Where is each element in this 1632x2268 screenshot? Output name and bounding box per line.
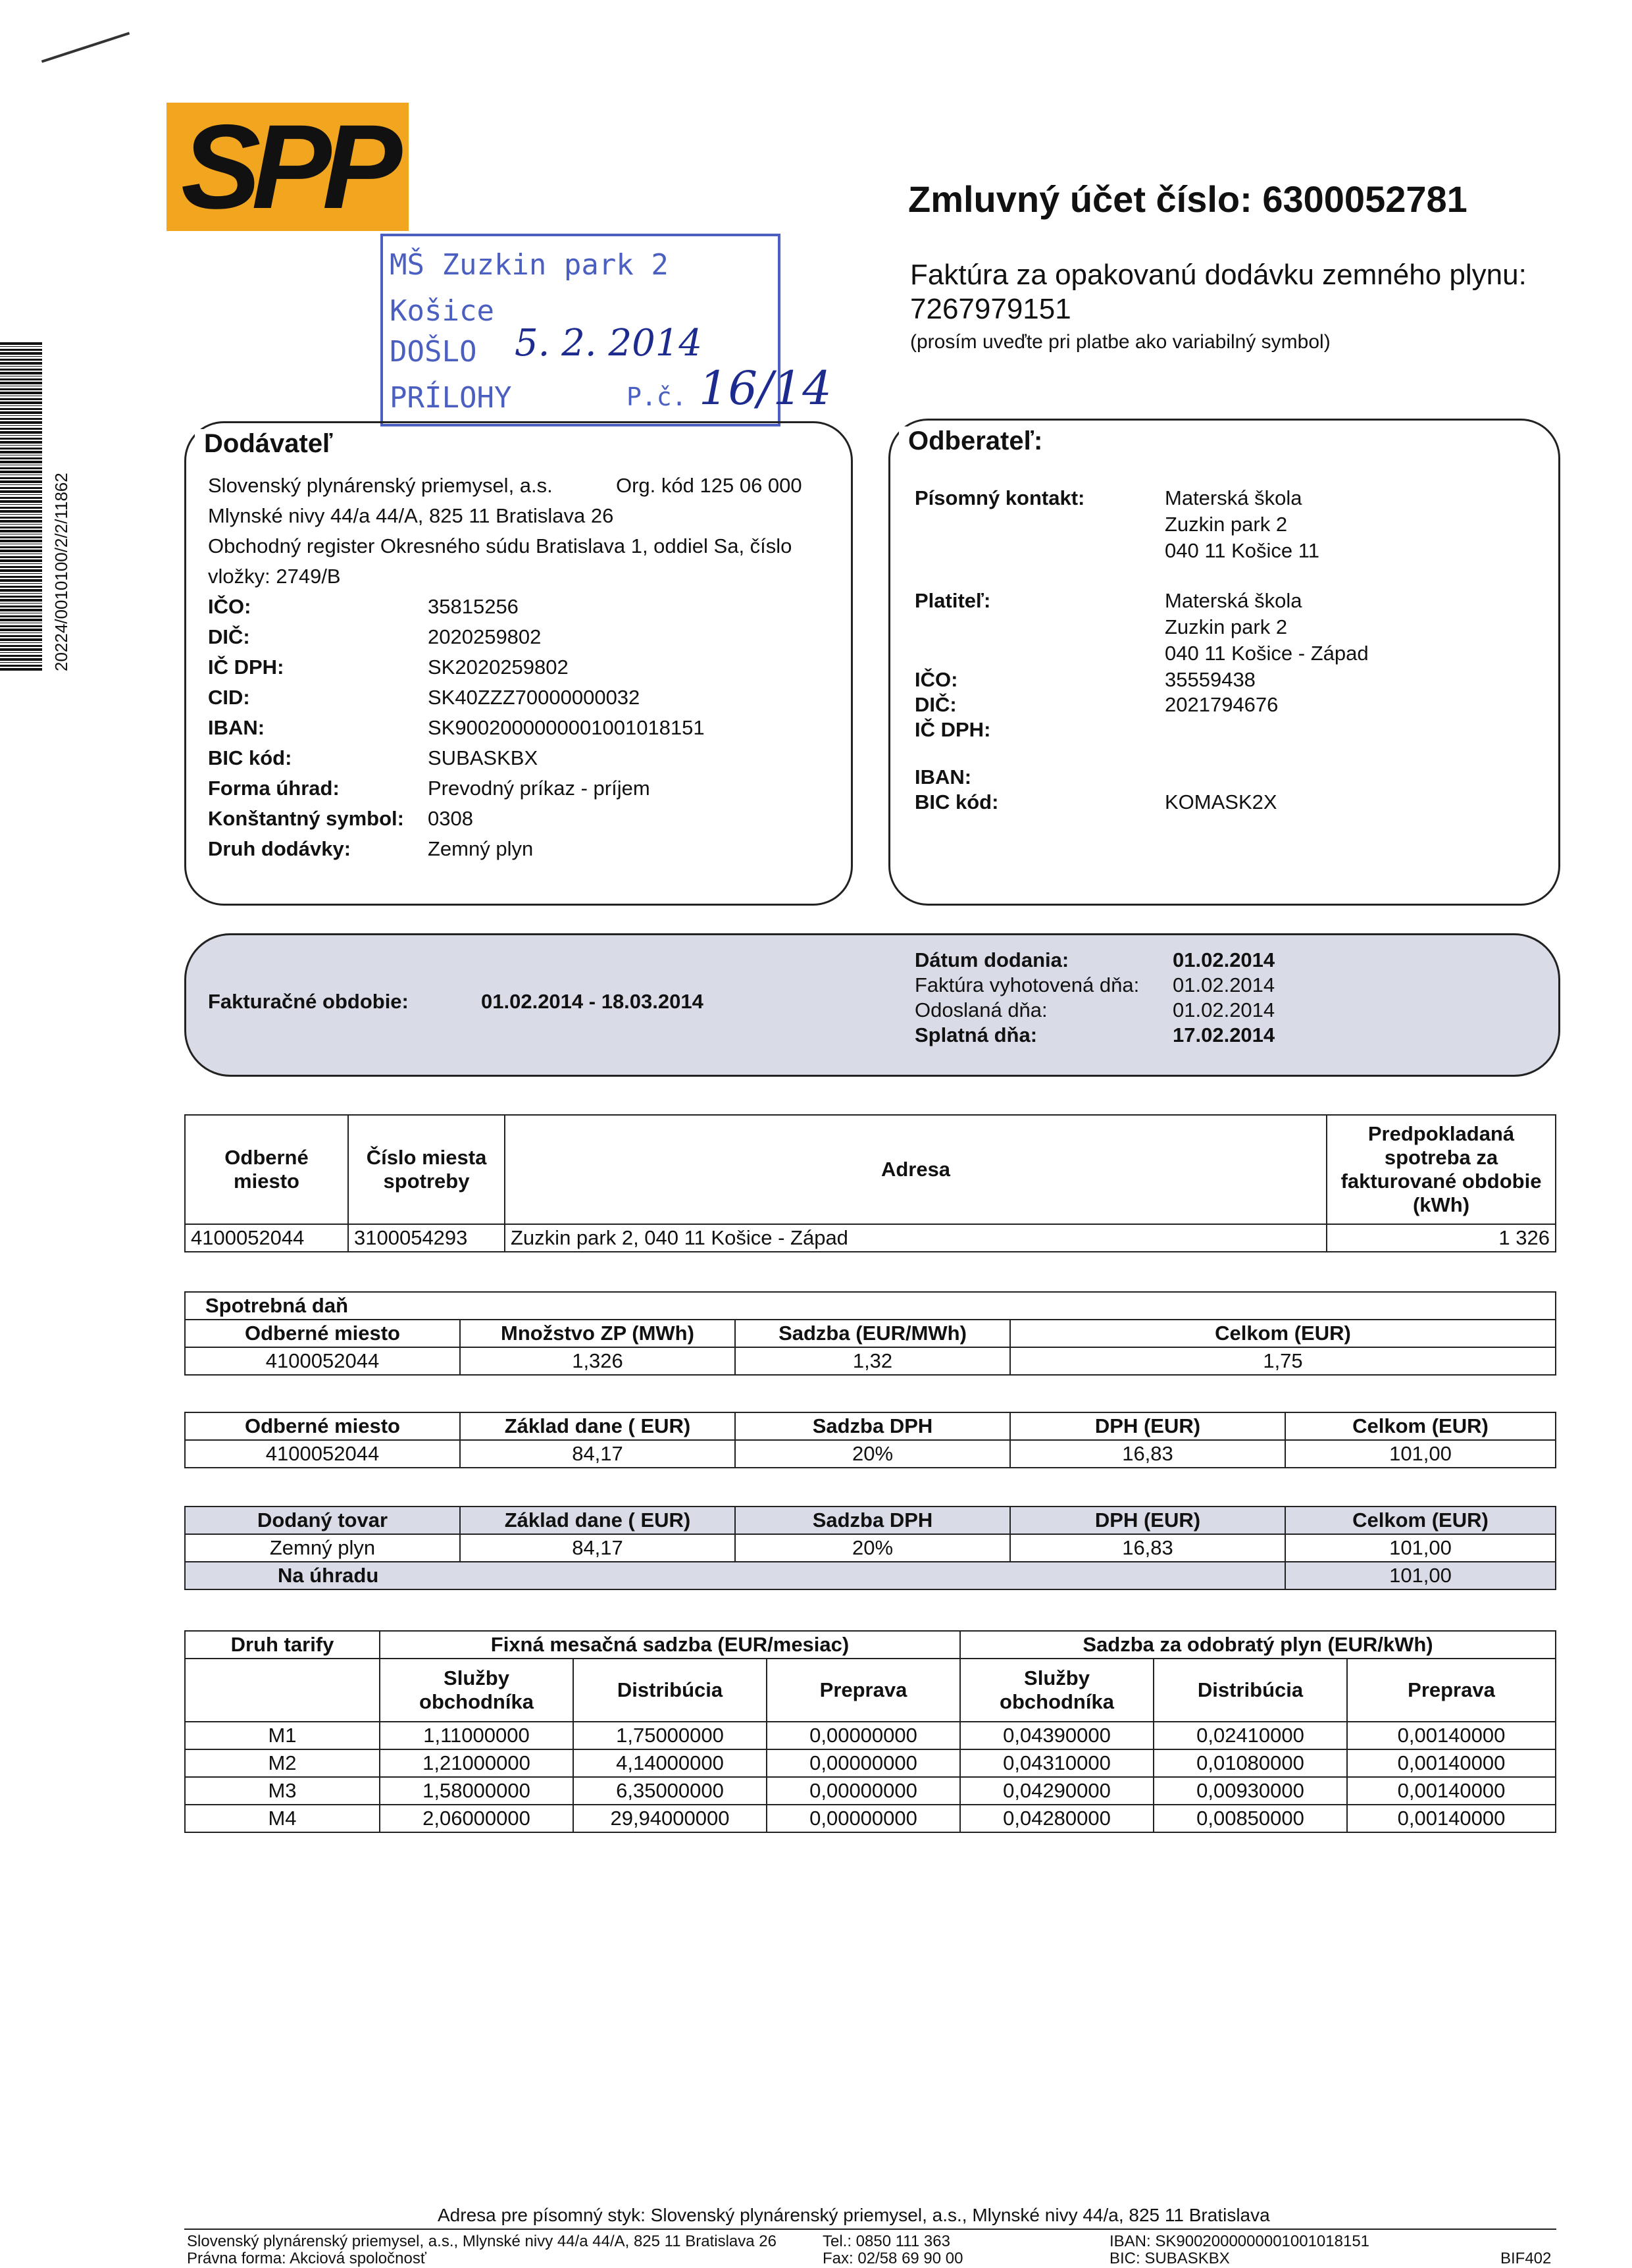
goods-rate: 20% xyxy=(735,1534,1010,1562)
barcode xyxy=(0,342,42,671)
excise-place: 4100052044 xyxy=(185,1347,460,1375)
spp-logo xyxy=(166,99,409,234)
supplier-field-label: IČO: xyxy=(208,595,251,618)
customer-iban-label: IBAN: xyxy=(915,765,972,788)
supplier-field-label: IBAN: xyxy=(208,716,265,739)
contact-line3: 040 11 Košice 11 xyxy=(1165,539,1319,562)
contact-label: Písomný kontakt: xyxy=(915,486,1085,509)
th-vat-total: Celkom (EUR) xyxy=(1285,1412,1556,1440)
footer-tel: Tel.: 0850 111 363 xyxy=(823,2232,950,2250)
th-rate-trader: Služby obchodníka xyxy=(960,1659,1154,1722)
amount-due-value: 101,00 xyxy=(1285,1562,1556,1589)
supplier-content xyxy=(208,471,840,892)
tariff-code: M4 xyxy=(185,1805,380,1832)
th-excise-quantity: Množstvo ZP (MWh) xyxy=(460,1320,735,1347)
customer-title: Odberateľ: xyxy=(899,426,1052,456)
tariff-value: 0,04290000 xyxy=(960,1777,1154,1805)
issued-date: 01.02.2014 xyxy=(1173,973,1275,996)
account-title: Zmluvný účet číslo: 6300052781 xyxy=(908,178,1467,220)
payer-line1: Materská škola xyxy=(1165,589,1302,612)
tariff-value: 0,04310000 xyxy=(960,1749,1154,1777)
tariff-value: 0,00140000 xyxy=(1347,1749,1556,1777)
tariff-value: 0,01080000 xyxy=(1154,1749,1347,1777)
tariff-row xyxy=(185,1805,1556,1832)
tariff-value: 29,94000000 xyxy=(573,1805,767,1832)
vat-place: 4100052044 xyxy=(185,1440,460,1468)
tariff-value: 0,00850000 xyxy=(1154,1805,1347,1832)
vat-rate: 20% xyxy=(735,1440,1010,1468)
supplier-title: Dodávateľ xyxy=(195,429,342,459)
th-place: Odberné miesto xyxy=(185,1115,348,1224)
goods-base: 84,17 xyxy=(460,1534,735,1562)
tariff-code: M2 xyxy=(185,1749,380,1777)
supplier-register: Obchodný register Okresného súdu Bratislava 1, oddiel Sa, číslo xyxy=(208,534,792,557)
th-goods-total: Celkom (EUR) xyxy=(1285,1507,1556,1534)
supplier-name: Slovenský plynárenský priemysel, a.s. xyxy=(208,474,553,497)
period-value: 01.02.2014 - 18.03.2014 xyxy=(481,990,703,1013)
tariff-value: 4,14000000 xyxy=(573,1749,767,1777)
tariff-value: 1,58000000 xyxy=(380,1777,573,1805)
footer-legal: Právna forma: Akciová spoločnosť xyxy=(187,2250,426,2267)
period-content xyxy=(208,948,1537,1066)
customer-bic-label: BIC kód: xyxy=(915,790,999,813)
customer-dic-label: DIČ: xyxy=(915,693,957,716)
supplier-field-value: SK9002000000001001018151 xyxy=(428,716,705,739)
tariff-value: 0,00140000 xyxy=(1347,1777,1556,1805)
th-place-number: Číslo miesta spotreby xyxy=(348,1115,505,1224)
sent-label: Odoslaná dňa: xyxy=(915,998,1048,1021)
customer-bic: KOMASK2X xyxy=(1165,790,1277,813)
th-excise-rate: Sadzba (EUR/MWh) xyxy=(735,1320,1010,1347)
supplier-field-value: SK40ZZZ70000000032 xyxy=(428,686,640,709)
excise-rate: 1,32 xyxy=(735,1347,1010,1375)
stamp-pc-label: P.č. xyxy=(626,382,687,411)
due-label: Splatná dňa: xyxy=(915,1023,1038,1046)
footer-rule xyxy=(184,2229,1556,2230)
amount-due-label: Na úhradu xyxy=(185,1562,1285,1589)
customer-ico-label: IČO: xyxy=(915,668,958,691)
tariff-row xyxy=(185,1777,1556,1805)
th-goods-vat: DPH (EUR) xyxy=(1010,1507,1285,1534)
tariff-row xyxy=(185,1722,1556,1749)
tariff-value: 0,00000000 xyxy=(767,1777,960,1805)
stamp-line3: DOŠLO xyxy=(390,335,477,369)
excise-total: 1,75 xyxy=(1010,1347,1556,1375)
supplier-field-label: BIC kód: xyxy=(208,746,292,769)
tariff-value: 0,00140000 xyxy=(1347,1805,1556,1832)
goods-total: 101,00 xyxy=(1285,1534,1556,1562)
tariff-value: 0,00000000 xyxy=(767,1805,960,1832)
supplier-field-value: SK2020259802 xyxy=(428,656,569,679)
footer-company: Slovenský plynárenský priemysel, a.s., Mlynské nivy 44/a 44/A, 825 11 Bratislava 26 xyxy=(187,2232,777,2250)
stamp-line2: Košice xyxy=(390,294,494,328)
issued-label: Faktúra vyhotovená dňa: xyxy=(915,973,1140,996)
tariff-row xyxy=(185,1749,1556,1777)
tariff-code: M1 xyxy=(185,1722,380,1749)
payer-label: Platiteľ: xyxy=(915,589,991,612)
customer-icdph-label: IČ DPH: xyxy=(915,718,991,741)
invoice-note: (prosím uveďte pri platbe ako variabilný symbol) xyxy=(910,331,1331,353)
goods-vat: 16,83 xyxy=(1010,1534,1285,1562)
supplier-field-value: 35815256 xyxy=(428,595,519,618)
th-fixed-transport: Preprava xyxy=(767,1659,960,1722)
place-number-cell: 3100054293 xyxy=(348,1224,505,1252)
stamp-line1: MŠ Zuzkin park 2 xyxy=(390,248,669,282)
payer-line2: Zuzkin park 2 xyxy=(1165,615,1288,638)
stamp-handwritten-date: 5. 2. 2014 xyxy=(515,322,702,365)
tariff-value: 1,21000000 xyxy=(380,1749,573,1777)
th-tariff: Druh tarify xyxy=(185,1631,380,1659)
invoice-subtitle xyxy=(910,258,1527,326)
th-goods-base: Základ dane ( EUR) xyxy=(460,1507,735,1534)
payer-line3: 040 11 Košice - Západ xyxy=(1165,642,1369,665)
excise-table xyxy=(184,1291,1556,1376)
goods-table xyxy=(184,1506,1556,1590)
delivery-date: 01.02.2014 xyxy=(1173,948,1275,971)
footer-address: Adresa pre písomný styk: Slovenský plynárenský priemysel, a.s., Mlynské nivy 44/a, 825 11 Bratislava xyxy=(438,2205,1270,2225)
vat-table xyxy=(184,1412,1556,1468)
tariff-value: 0,00140000 xyxy=(1347,1722,1556,1749)
supplier-field-label: Konštantný symbol: xyxy=(208,807,404,830)
th-tariff-blank xyxy=(185,1659,380,1722)
stamp-handwritten-number: 16/14 xyxy=(699,361,832,415)
th-fixed-trader: Služby obchodníka xyxy=(380,1659,573,1722)
stamp-line4: PRÍLOHY xyxy=(390,381,512,415)
consumption-cell: 1 326 xyxy=(1327,1224,1556,1252)
vat-base: 84,17 xyxy=(460,1440,735,1468)
consumption-place-table xyxy=(184,1114,1556,1252)
supplier-field-label: Forma úhrad: xyxy=(208,777,340,800)
tariff-value: 0,02410000 xyxy=(1154,1722,1347,1749)
footer-iban: IBAN: SK9002000000001001018151 xyxy=(1109,2232,1370,2250)
supplier-address: Mlynské nivy 44/a 44/A, 825 11 Bratislava 26 xyxy=(208,504,614,527)
contact-line2: Zuzkin park 2 xyxy=(1165,513,1288,536)
th-vat-rate: Sadzba DPH xyxy=(735,1412,1010,1440)
tariff-value: 2,06000000 xyxy=(380,1805,573,1832)
customer-dic: 2021794676 xyxy=(1165,693,1279,716)
excise-quantity: 1,326 xyxy=(460,1347,735,1375)
tariff-value: 1,75000000 xyxy=(573,1722,767,1749)
th-rate-transport: Preprava xyxy=(1347,1659,1556,1722)
supplier-field-value: 2020259802 xyxy=(428,625,542,648)
place-cell: 4100052044 xyxy=(185,1224,348,1252)
supplier-field-label: IČ DPH: xyxy=(208,656,284,679)
th-excise-total: Celkom (EUR) xyxy=(1010,1320,1556,1347)
tariff-value: 0,00000000 xyxy=(767,1749,960,1777)
th-consumption-rate: Sadzba za odobratý plyn (EUR/kWh) xyxy=(960,1631,1556,1659)
supplier-field-label: CID: xyxy=(208,686,250,709)
pen-mark xyxy=(41,32,130,63)
tariff-value: 6,35000000 xyxy=(573,1777,767,1805)
sent-date: 01.02.2014 xyxy=(1173,998,1275,1021)
supplier-field-label: Druh dodávky: xyxy=(208,837,351,860)
tariff-value: 0,04390000 xyxy=(960,1722,1154,1749)
tariff-value: 0,00930000 xyxy=(1154,1777,1347,1805)
excise-title: Spotrebná daň xyxy=(185,1292,1556,1320)
address-cell: Zuzkin park 2, 040 11 Košice - Západ xyxy=(505,1224,1327,1252)
supplier-field-value: Zemný plyn xyxy=(428,837,534,860)
customer-ico: 35559438 xyxy=(1165,668,1256,691)
th-vat-place: Odberné miesto xyxy=(185,1412,460,1440)
supplier-field-label: DIČ: xyxy=(208,625,250,648)
th-vat-amount: DPH (EUR) xyxy=(1010,1412,1285,1440)
supplier-register-no: vložky: 2749/B xyxy=(208,565,341,588)
invoice-subtitle-line1: Faktúra za opakovanú dodávku zemného plynu: xyxy=(910,259,1527,291)
th-vat-base: Základ dane ( EUR) xyxy=(460,1412,735,1440)
barcode-number: 20224/0010100/2/2/11862 xyxy=(51,473,71,671)
th-fixed-rate: Fixná mesačná sadzba (EUR/mesiac) xyxy=(380,1631,960,1659)
tariff-value: 0,04280000 xyxy=(960,1805,1154,1832)
invoice-number: 7267979151 xyxy=(910,293,1071,325)
supplier-field-value: Prevodný príkaz - príjem xyxy=(428,777,650,800)
footer-code: BIF402 xyxy=(1500,2250,1552,2267)
footer-fax: Fax: 02/58 69 90 00 xyxy=(823,2250,963,2267)
period-label: Fakturačné obdobie: xyxy=(208,990,409,1013)
supplier-org-code: Org. kód 125 06 000 xyxy=(616,474,802,497)
th-goods: Dodaný tovar xyxy=(185,1507,460,1534)
contact-line1: Materská škola xyxy=(1165,486,1302,509)
th-fixed-distribution: Distribúcia xyxy=(573,1659,767,1722)
supplier-field-value: 0308 xyxy=(428,807,473,830)
tariff-table xyxy=(184,1630,1556,1833)
logo-text: SPP xyxy=(181,99,394,234)
th-goods-rate: Sadzba DPH xyxy=(735,1507,1010,1534)
due-date: 17.02.2014 xyxy=(1173,1023,1275,1046)
vat-total: 101,00 xyxy=(1285,1440,1556,1468)
delivery-label: Dátum dodania: xyxy=(915,948,1069,971)
vat-amount: 16,83 xyxy=(1010,1440,1285,1468)
th-rate-distribution: Distribúcia xyxy=(1154,1659,1347,1722)
footer-bic: BIC: SUBASKBX xyxy=(1109,2250,1230,2267)
th-excise-place: Odberné miesto xyxy=(185,1320,460,1347)
th-estimated-consumption: Predpokladaná spotreba za fakturované obdobie (kWh) xyxy=(1327,1115,1556,1224)
tariff-code: M3 xyxy=(185,1777,380,1805)
tariff-value: 1,11000000 xyxy=(380,1722,573,1749)
tariff-value: 0,00000000 xyxy=(767,1722,960,1749)
customer-content xyxy=(915,484,1546,879)
th-address: Adresa xyxy=(505,1115,1327,1224)
receipt-stamp xyxy=(380,234,832,426)
supplier-field-value: SUBASKBX xyxy=(428,746,538,769)
goods-name: Zemný plyn xyxy=(185,1534,460,1562)
